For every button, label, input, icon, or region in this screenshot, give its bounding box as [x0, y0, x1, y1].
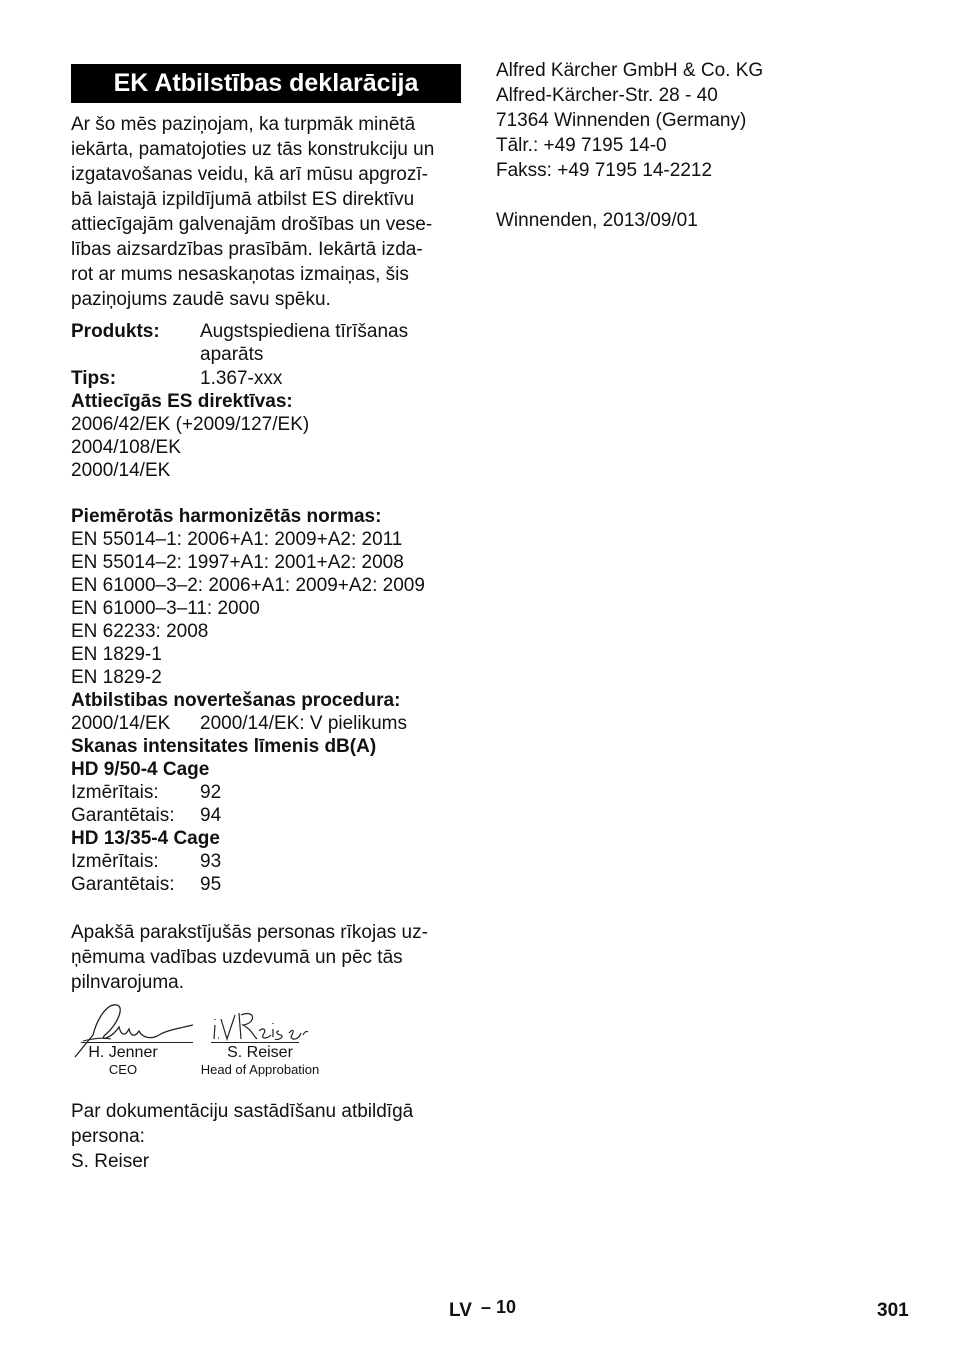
measured-label: Izmērītais:	[71, 782, 159, 803]
signatory-reiser	[195, 1044, 325, 1078]
left-column	[71, 64, 461, 1174]
signatures	[71, 999, 461, 1089]
type-value: 1.367-xxx	[200, 368, 283, 389]
intro-line: paziņojums zaudē savu spēku.	[71, 289, 331, 310]
directives-heading: Attiecīgās ES direktīvas:	[71, 391, 293, 412]
address-line: Fakss: +49 7195 14-2212	[496, 160, 713, 181]
intro-line: Ar šo mēs paziņojam, ka turpmāk minētā	[71, 114, 416, 135]
directive-item: 2004/108/EK	[71, 437, 181, 458]
documentation-person: S. Reiser	[71, 1151, 150, 1172]
norm-item: EN 61000–3–11: 2000	[71, 598, 260, 619]
intro-line: lības aizsardzības prasībām. Iekārtā izda-	[71, 239, 423, 260]
signature-line	[211, 1042, 299, 1043]
guaranteed-label: Garantētais:	[71, 805, 175, 826]
company-address	[496, 58, 916, 233]
directive-item: 2000/14/EK	[71, 460, 171, 481]
address-line: 71364 Winnenden (Germany)	[496, 110, 747, 131]
norm-item: EN 62233: 2008	[71, 621, 209, 642]
procedure-right: 2000/14/EK: V pielikums	[200, 713, 408, 734]
procedure-heading: Atbilstibas novertešanas procedura:	[71, 690, 401, 711]
signatory-jenner	[71, 1044, 175, 1078]
type-row	[71, 367, 461, 390]
guaranteed-value: 94	[200, 805, 222, 826]
product-label: Produkts:	[71, 321, 160, 342]
product-row	[71, 320, 461, 367]
product-value	[200, 319, 408, 367]
signatories-text	[71, 920, 461, 995]
signatory-role: Head of Approbation	[200, 1062, 320, 1077]
right-column	[496, 58, 916, 233]
intro-line: iekārta, pamatojoties uz tās konstrukciju un	[71, 139, 435, 160]
noise-heading: Skanas intensitates līmenis dB(A)	[71, 736, 377, 757]
address-line: Alfred-Kärcher-Str. 28 - 40	[496, 85, 718, 106]
norm-item: EN 1829-1	[71, 644, 162, 665]
footer-dash: –	[481, 1297, 492, 1317]
norm-item: EN 61000–3–2: 2006+A1: 2009+A2: 2009	[71, 575, 425, 596]
directive-item: 2006/42/EK (+2009/127/EK)	[71, 414, 310, 435]
intro-line: rot ar mums nesaskaņotas izmaiņas, šis	[71, 264, 409, 285]
address-line: Tālr.: +49 7195 14-0	[496, 135, 667, 156]
footer-section-number: 10	[496, 1297, 517, 1317]
documentation-responsible	[71, 1099, 461, 1174]
signatories-line: pilnvarojuma.	[71, 972, 184, 993]
measured-row	[71, 781, 461, 804]
spacer	[71, 482, 461, 505]
norm-item: EN 55014–1: 2006+A1: 2009+A2: 2011	[71, 529, 403, 550]
footer-section-page	[481, 1297, 516, 1318]
product-value-line: aparāts	[200, 344, 264, 365]
model-name: HD 9/50-4 Cage	[71, 759, 210, 780]
footer-language: LV	[449, 1300, 472, 1321]
product-block	[71, 320, 461, 896]
norm-item: EN 1829-2	[71, 667, 162, 688]
type-label: Tips:	[71, 368, 117, 389]
intro-text	[71, 112, 461, 312]
norms-heading: Piemērotās harmonizētās normas:	[71, 506, 382, 527]
signature-line	[81, 1042, 193, 1043]
address-line: Alfred Kärcher GmbH & Co. KG	[496, 60, 764, 81]
intro-line: bā laistajā izpildījumā atbilst ES direktīvu	[71, 189, 415, 210]
guaranteed-row	[71, 873, 461, 896]
guaranteed-row	[71, 804, 461, 827]
signatories-line: Apakšā parakstījušās personas rīkojas uz-	[71, 922, 428, 943]
intro-line: izgatavošanas veidu, kā arī mūsu apgrozī-	[71, 164, 428, 185]
guaranteed-label: Garantētais:	[71, 874, 175, 895]
model-name: HD 13/35-4 Cage	[71, 828, 220, 849]
signature-stamp-text: i.V. Reiser	[209, 1053, 214, 1054]
measured-value: 93	[200, 851, 222, 872]
signatory-role: CEO	[108, 1062, 138, 1077]
procedure-left: 2000/14/EK	[71, 713, 171, 734]
intro-line: attiecīgajām galvenajām drošības un vese-	[71, 214, 433, 235]
procedure-row	[71, 712, 461, 735]
signatory-name: S. Reiser	[227, 1044, 293, 1061]
norm-item: EN 55014–2: 1997+A1: 2001+A2: 2008	[71, 552, 404, 573]
place-date: Winnenden, 2013/09/01	[496, 210, 698, 231]
signatories-line: ņēmuma vadības uzdevumā un pēc tās	[71, 947, 403, 968]
spacer	[496, 183, 916, 208]
page-number: 301	[877, 1300, 909, 1321]
measured-value: 92	[200, 782, 222, 803]
signatory-name: H. Jenner	[88, 1044, 158, 1061]
page-title: EK Atbilstības deklarācija	[71, 64, 461, 103]
documentation-line: Par dokumentāciju sastādīšanu atbildīgā	[71, 1101, 414, 1122]
measured-row	[71, 850, 461, 873]
product-value-line: Augstspiediena tīrīšanas	[200, 321, 409, 342]
documentation-line: persona:	[71, 1126, 145, 1147]
guaranteed-value: 95	[200, 874, 222, 895]
measured-label: Izmērītais:	[71, 851, 159, 872]
